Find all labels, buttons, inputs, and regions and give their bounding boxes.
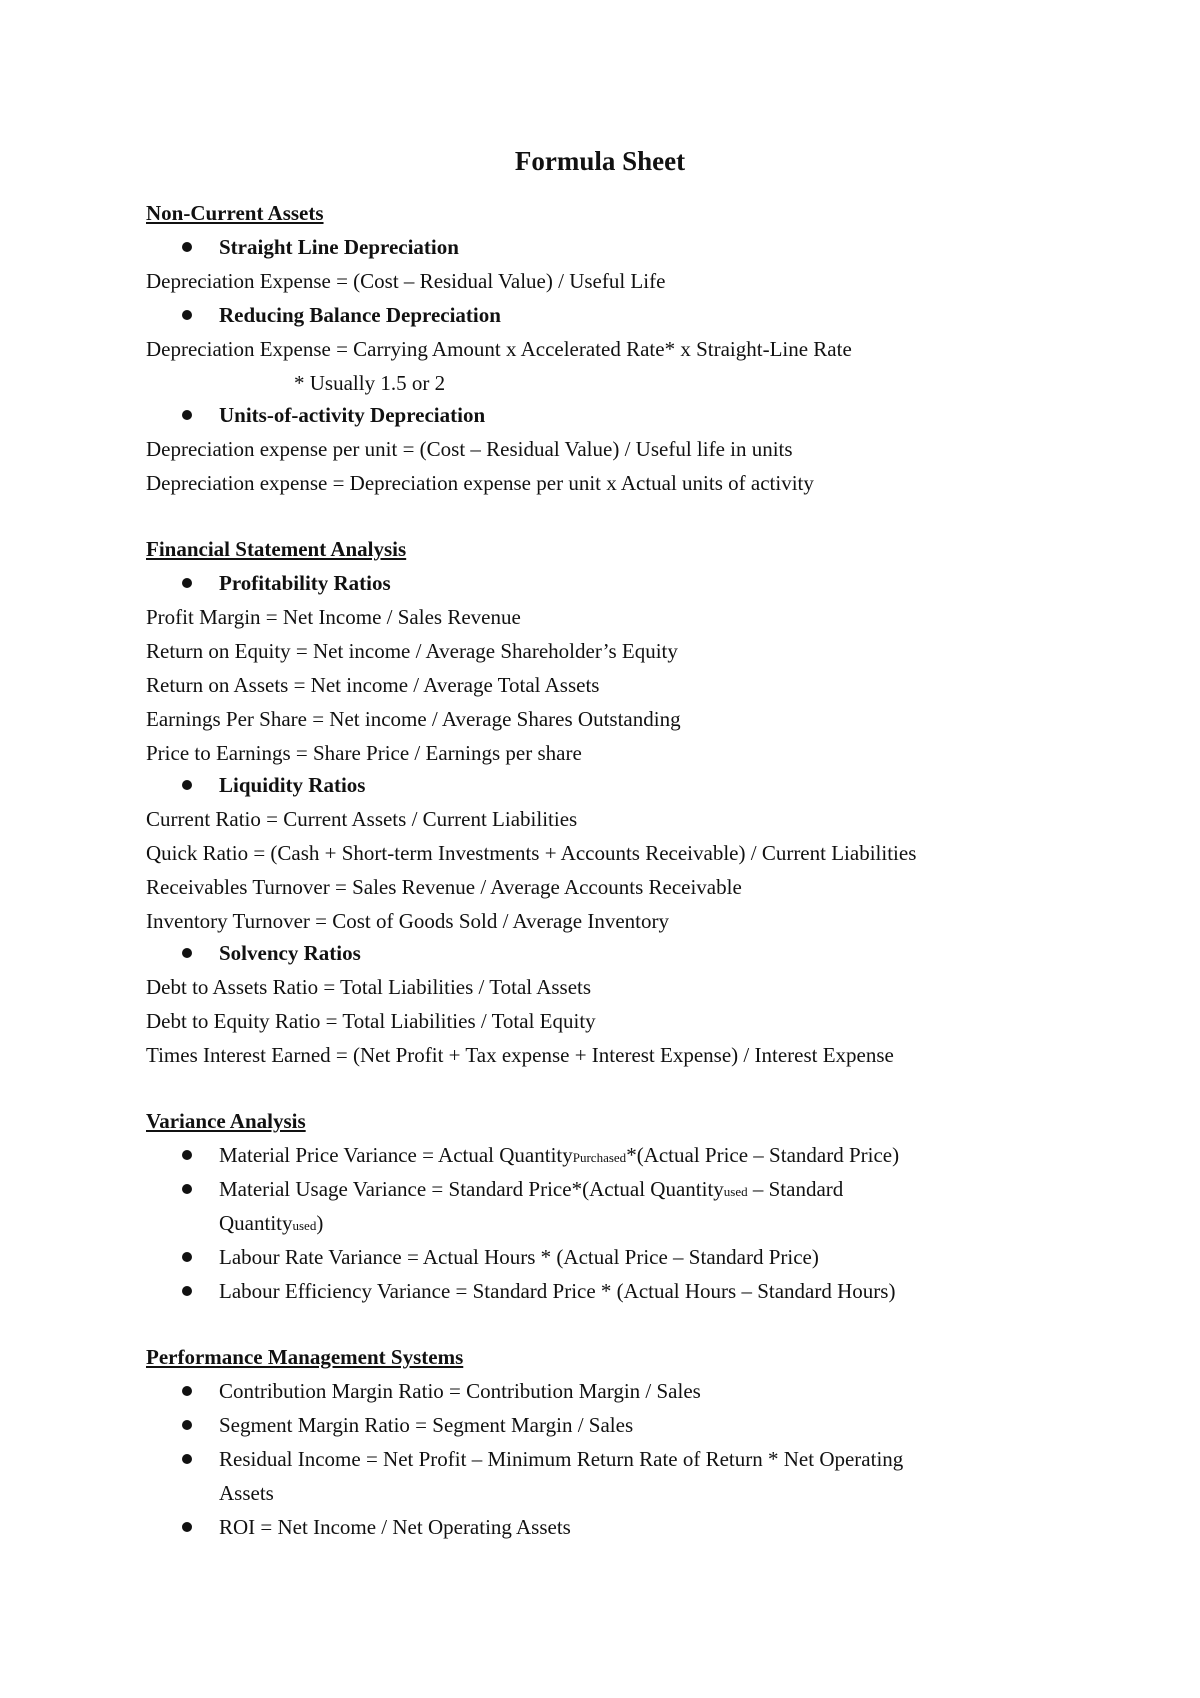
- bullet-icon: [182, 1522, 192, 1532]
- formula-profit-margin: Profit Margin = Net Income / Sales Revenue: [146, 605, 521, 629]
- formula-segment-margin-ratio: Segment Margin Ratio = Segment Margin / Sales: [219, 1413, 634, 1437]
- bullet-icon: [182, 1252, 192, 1262]
- text-segment: ): [316, 1211, 324, 1235]
- text-segment: – Standard: [747, 1177, 844, 1201]
- formula-contribution-margin-ratio: Contribution Margin Ratio = Contribution Margin / Sales: [219, 1379, 701, 1403]
- formula-roi: ROI = Net Income / Net Operating Assets: [219, 1515, 571, 1539]
- text-segment: Quantity: [219, 1211, 293, 1235]
- subheading-liquidity: Liquidity Ratios: [219, 773, 366, 797]
- subheading-straight-line: Straight Line Depreciation: [219, 235, 459, 259]
- formula-residual-income-cont: Assets: [219, 1481, 274, 1505]
- formula-residual-income: Residual Income = Net Profit – Minimum Return Rate of Return * Net Operating: [219, 1447, 904, 1471]
- subscript: used: [723, 1184, 748, 1199]
- formula-debt-to-equity: Debt to Equity Ratio = Total Liabilities / Total Equity: [146, 1009, 596, 1033]
- bullet-icon: [182, 1184, 192, 1194]
- formula-units-per-unit: Depreciation expense per unit = (Cost – Residual Value) / Useful life in units: [146, 437, 793, 461]
- formula-inventory-turnover: Inventory Turnover = Cost of Goods Sold / Average Inventory: [146, 909, 669, 933]
- bullet-icon: [182, 1386, 192, 1396]
- bullet-icon: [182, 1150, 192, 1160]
- page-title: Formula Sheet: [514, 146, 686, 176]
- text-segment: Material Usage Variance = Standard Price*(Actual Quantity: [219, 1177, 724, 1201]
- formula-material-usage-variance: [219, 1174, 843, 1207]
- subheading-profitability: Profitability Ratios: [219, 571, 391, 595]
- formula-labour-rate-variance: Labour Rate Variance = Actual Hours * (Actual Price – Standard Price): [219, 1245, 819, 1269]
- formula-units-expense: Depreciation expense = Depreciation expense per unit x Actual units of activity: [146, 471, 814, 495]
- formula-earnings-per-share: Earnings Per Share = Net income / Average Shares Outstanding: [146, 707, 681, 731]
- bullet-icon: [182, 1454, 192, 1464]
- formula-times-interest-earned: Times Interest Earned = (Net Profit + Tax expense + Interest Expense) / Interest Expense: [146, 1043, 894, 1067]
- bullet-icon: [182, 948, 192, 958]
- formula-current-ratio: Current Ratio = Current Assets / Current Liabilities: [146, 807, 578, 831]
- formula-return-on-equity: Return on Equity = Net income / Average Shareholder’s Equity: [146, 639, 678, 663]
- bullet-icon: [182, 578, 192, 588]
- text-segment: Material Price Variance = Actual Quantity: [219, 1143, 573, 1167]
- section-heading-non-current-assets: Non-Current Assets: [146, 201, 324, 225]
- bullet-icon: [182, 410, 192, 420]
- subheading-solvency: Solvency Ratios: [219, 941, 361, 965]
- subheading-units-of-activity: Units-of-activity Depreciation: [219, 403, 486, 427]
- formula-straight-line: Depreciation Expense = (Cost – Residual Value) / Useful Life: [146, 269, 666, 293]
- formula-return-on-assets: Return on Assets = Net income / Average Total Assets: [146, 673, 600, 697]
- formula-material-usage-variance-cont: [219, 1208, 323, 1241]
- bullet-icon: [182, 1286, 192, 1296]
- section-heading-financial-statement-analysis: Financial Statement Analysis: [146, 537, 407, 561]
- formula-receivables-turnover: Receivables Turnover = Sales Revenue / Average Accounts Receivable: [146, 875, 742, 899]
- subscript: used: [292, 1218, 317, 1233]
- formula-quick-ratio: Quick Ratio = (Cash + Short-term Investments + Accounts Receivable) / Current Liabilities: [146, 841, 917, 865]
- formula-debt-to-assets: Debt to Assets Ratio = Total Liabilities / Total Assets: [146, 975, 592, 999]
- text-segment: *(Actual Price – Standard Price): [626, 1143, 900, 1167]
- formula-material-price-variance: [219, 1140, 899, 1173]
- subscript: Purchased: [572, 1150, 627, 1165]
- bullet-icon: [182, 310, 192, 320]
- bullet-icon: [182, 1420, 192, 1430]
- note-reducing-balance: * Usually 1.5 or 2: [294, 371, 446, 395]
- formula-price-to-earnings: Price to Earnings = Share Price / Earnings per share: [146, 741, 582, 765]
- bullet-icon: [182, 780, 192, 790]
- formula-labour-efficiency-variance: Labour Efficiency Variance = Standard Price * (Actual Hours – Standard Hours): [219, 1279, 896, 1303]
- bullet-icon: [182, 242, 192, 252]
- section-heading-variance-analysis: Variance Analysis: [146, 1109, 306, 1133]
- formula-reducing-balance: Depreciation Expense = Carrying Amount x Accelerated Rate* x Straight-Line Rate: [146, 337, 852, 361]
- section-heading-performance-management: Performance Management Systems: [146, 1345, 464, 1369]
- subheading-reducing-balance: Reducing Balance Depreciation: [219, 303, 501, 327]
